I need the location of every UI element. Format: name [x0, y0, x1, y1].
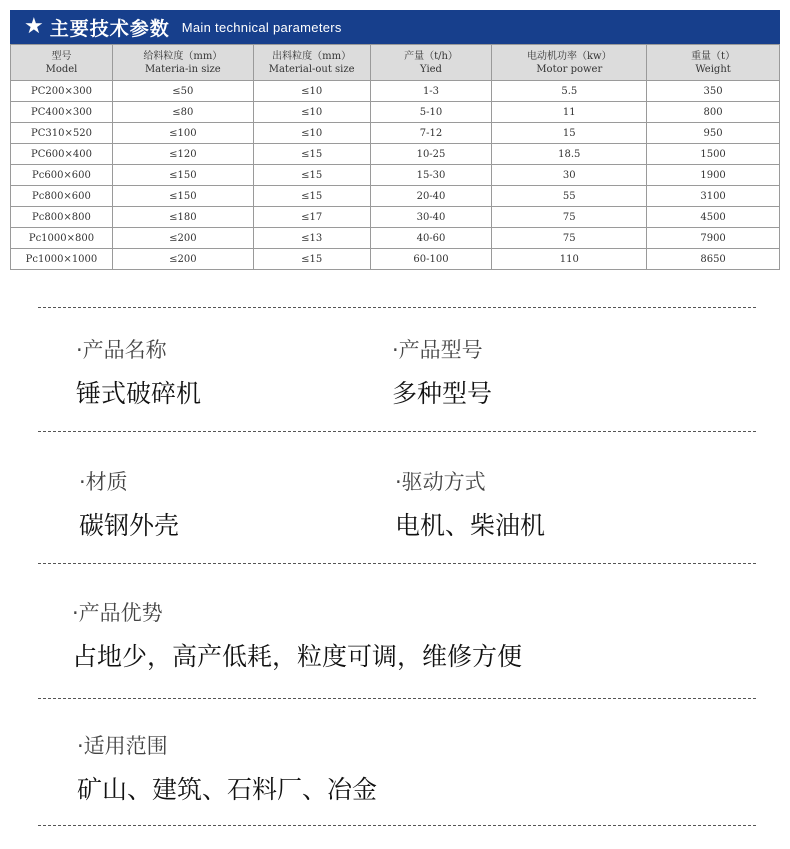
advantages-block	[72, 597, 522, 673]
dashed-divider	[38, 431, 756, 432]
material-label: ·材质	[79, 470, 128, 494]
cell-motor-power: 18.5	[492, 144, 647, 165]
material-block	[79, 466, 179, 542]
product-name-block	[76, 334, 201, 410]
cell-motor-power: 30	[492, 165, 647, 186]
cell-capacity: 15-30	[370, 165, 492, 186]
table-row	[11, 165, 780, 186]
cell-weight: 950	[647, 123, 780, 144]
cell-weight: 800	[647, 102, 780, 123]
table-row	[11, 207, 780, 228]
cell-motor-power: 5.5	[492, 81, 647, 102]
application-value: 矿山、建筑、石料厂、冶金	[77, 775, 378, 804]
cell-output-size: ≤13	[253, 228, 370, 249]
cell-feed-size: ≤80	[112, 102, 253, 123]
header-motor-power: 电动机功率（kw） Motor power	[492, 45, 647, 81]
cell-capacity: 20-40	[370, 186, 492, 207]
cell-output-size: ≤15	[253, 165, 370, 186]
cell-capacity: 30-40	[370, 207, 492, 228]
cell-feed-size: ≤100	[112, 123, 253, 144]
cell-feed-size: ≤50	[112, 81, 253, 102]
cell-capacity: 7-12	[370, 123, 492, 144]
cell-model: Pc800×800	[11, 207, 113, 228]
cell-model: PC400×300	[11, 102, 113, 123]
cell-capacity: 40-60	[370, 228, 492, 249]
cell-capacity: 10-25	[370, 144, 492, 165]
table-row	[11, 144, 780, 165]
cell-motor-power: 15	[492, 123, 647, 144]
cell-model: PC310×520	[11, 123, 113, 144]
cell-capacity: 1-3	[370, 81, 492, 102]
cell-output-size: ≤17	[253, 207, 370, 228]
cell-motor-power: 11	[492, 102, 647, 123]
cell-motor-power: 55	[492, 186, 647, 207]
cell-output-size: ≤10	[253, 123, 370, 144]
cell-model: PC600×400	[11, 144, 113, 165]
cell-model: Pc800×600	[11, 186, 113, 207]
cell-weight: 1900	[647, 165, 780, 186]
header-weight: 重量（t） Weight	[647, 45, 780, 81]
header-model: 型号 Model	[11, 45, 113, 81]
cell-feed-size: ≤150	[112, 186, 253, 207]
banner-title-en: Main technical parameters	[181, 19, 342, 35]
material-value: 碳钢外壳	[79, 511, 180, 540]
cell-motor-power: 75	[492, 228, 647, 249]
cell-feed-size: ≤150	[112, 165, 253, 186]
cell-weight: 7900	[647, 228, 780, 249]
table-row	[11, 228, 780, 249]
product-model-block	[392, 334, 492, 410]
cell-motor-power: 75	[492, 207, 647, 228]
cell-output-size: ≤10	[253, 102, 370, 123]
cell-model: Pc600×600	[11, 165, 113, 186]
header-capacity: 产量（t/h） Yied	[370, 45, 492, 81]
cell-weight: 350	[647, 81, 780, 102]
product-model-value: 多种型号	[392, 379, 493, 408]
cell-feed-size: ≤180	[112, 207, 253, 228]
cell-model: PC200×300	[11, 81, 113, 102]
banner-title-cn: 主要技术参数	[49, 17, 170, 40]
dashed-divider	[38, 307, 756, 308]
product-model-label: ·产品型号	[392, 338, 483, 362]
dashed-divider	[38, 825, 756, 826]
cell-capacity: 60-100	[370, 249, 492, 270]
section-banner	[10, 10, 780, 44]
table-row	[11, 249, 780, 270]
dashed-divider	[38, 563, 756, 564]
application-label: ·适用范围	[77, 734, 168, 758]
table-row	[11, 186, 780, 207]
star-icon: ★	[24, 14, 44, 39]
cell-weight: 8650	[647, 249, 780, 270]
table-row	[11, 102, 780, 123]
cell-capacity: 5-10	[370, 102, 492, 123]
cell-output-size: ≤10	[253, 81, 370, 102]
advantages-value: 占地少，高产低耗，粒度可调，维修方便	[72, 642, 523, 671]
cell-output-size: ≤15	[253, 186, 370, 207]
cell-model: Pc1000×800	[11, 228, 113, 249]
drive-label: ·驱动方式	[395, 470, 486, 494]
product-name-value: 锤式破碎机	[76, 379, 202, 408]
cell-feed-size: ≤200	[112, 249, 253, 270]
dashed-divider	[38, 698, 756, 699]
cell-weight: 1500	[647, 144, 780, 165]
header-feed-size: 给料粒度（mm） Materia-in size	[112, 45, 253, 81]
cell-motor-power: 110	[492, 249, 647, 270]
advantages-label: ·产品优势	[72, 601, 163, 625]
cell-model: Pc1000×1000	[11, 249, 113, 270]
product-name-label: ·产品名称	[76, 338, 167, 362]
drive-block	[395, 466, 545, 542]
application-block	[77, 730, 377, 806]
cell-weight: 4500	[647, 207, 780, 228]
table-row	[11, 81, 780, 102]
cell-feed-size: ≤200	[112, 228, 253, 249]
cell-weight: 3100	[647, 186, 780, 207]
cell-output-size: ≤15	[253, 144, 370, 165]
technical-parameters-table	[10, 44, 780, 270]
header-output-size: 出料粒度（mm） Material-out size	[253, 45, 370, 81]
table-header-row	[11, 45, 780, 81]
cell-feed-size: ≤120	[112, 144, 253, 165]
cell-output-size: ≤15	[253, 249, 370, 270]
drive-value: 电机、柴油机	[395, 511, 546, 540]
table-row	[11, 123, 780, 144]
